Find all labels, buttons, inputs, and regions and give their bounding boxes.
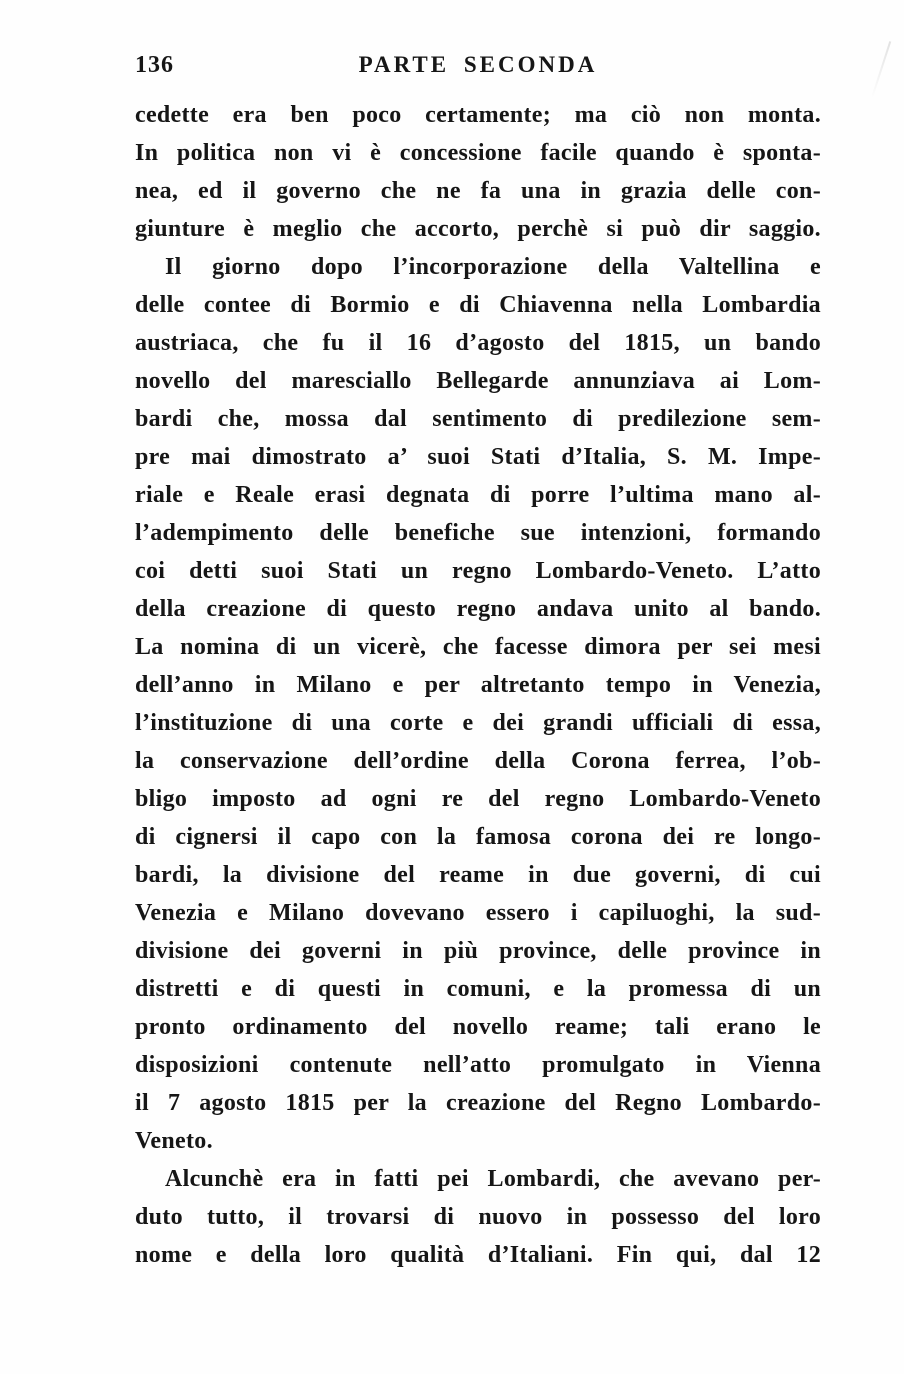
text-line: novello del maresciallo Bellegarde annunziava ai Lom-	[135, 368, 821, 394]
text-line: coi detti suoi Stati un regno Lombardo-Veneto. L’atto	[135, 558, 821, 584]
text-line: dell’anno in Milano e per altretanto tempo in Venezia,	[135, 672, 821, 698]
text-line: bardi che, mossa dal sentimento di predilezione sem-	[135, 406, 821, 432]
text-line: delle contee di Bormio e di Chiavenna nella Lombardia	[135, 292, 821, 318]
text-line: distretti e di questi in comuni, e la promessa di un	[135, 976, 821, 1002]
text-line: Il giorno dopo l’incorporazione della Valtellina e	[165, 254, 821, 280]
text-line: l’instituzione di una corte e dei grandi ufficiali di essa,	[135, 710, 821, 736]
text-line: Alcunchè era in fatti pei Lombardi, che avevano per-	[165, 1166, 821, 1192]
text-line: di cignersi il capo con la famosa corona dei re longo-	[135, 824, 821, 850]
text-line: la conservazione dell’ordine della Corona ferrea, l’ob-	[135, 748, 821, 774]
text-line: riale e Reale erasi degnata di porre l’ultima mano al-	[135, 482, 821, 508]
page-body	[135, 96, 821, 1274]
text-line: In politica non vi è concessione facile quando è sponta-	[135, 140, 821, 166]
text-line: bligo imposto ad ogni re del regno Lombardo-Veneto	[135, 786, 821, 812]
text-line: pre mai dimostrato a’ suoi Stati d’Italia, S. M. Impe-	[135, 444, 821, 470]
text-line: austriaca, che fu il 16 d’agosto del 1815, un bando	[135, 330, 821, 356]
text-line: giunture è meglio che accorto, perchè si può dir saggio.	[135, 216, 821, 242]
text-line: divisione dei governi in più province, delle province in	[135, 938, 821, 964]
text-line: cedette era ben poco certamente; ma ciò non monta.	[135, 102, 821, 128]
text-line: disposizioni contenute nell’atto promulgato in Vienna	[135, 1052, 821, 1078]
running-header: PARTE SECONDA	[358, 52, 598, 77]
paragraph	[135, 1160, 821, 1274]
text-line: della creazione di questo regno andava unito al bando.	[135, 596, 821, 622]
text-line: nome e della loro qualità d’Italiani. Fin qui, dal 12	[135, 1242, 821, 1268]
text-line: Veneto.	[135, 1128, 213, 1154]
text-line: nea, ed il governo che ne fa una in grazia delle con-	[135, 178, 821, 204]
text-line: La nomina di un vicerè, che facesse dimora per sei mesi	[135, 634, 821, 660]
page-header-row	[135, 52, 821, 86]
text-line: bardi, la divisione del reame in due governi, di cui	[135, 862, 821, 888]
text-line: duto tutto, il trovarsi di nuovo in possesso del loro	[135, 1204, 821, 1230]
text-column	[135, 52, 821, 1274]
paragraph	[135, 248, 821, 1160]
text-line: il 7 agosto 1815 per la creazione del Regno Lombardo-	[135, 1090, 821, 1116]
text-line: pronto ordinamento del novello reame; tali erano le	[135, 1014, 821, 1040]
text-line: Venezia e Milano dovevano essero i capiluoghi, la sud-	[135, 900, 821, 926]
scan-artifact	[871, 41, 891, 99]
paragraph	[135, 96, 821, 248]
page-number: 136	[135, 52, 174, 78]
text-line: l’adempimento delle benefiche sue intenzioni, formando	[135, 520, 821, 546]
